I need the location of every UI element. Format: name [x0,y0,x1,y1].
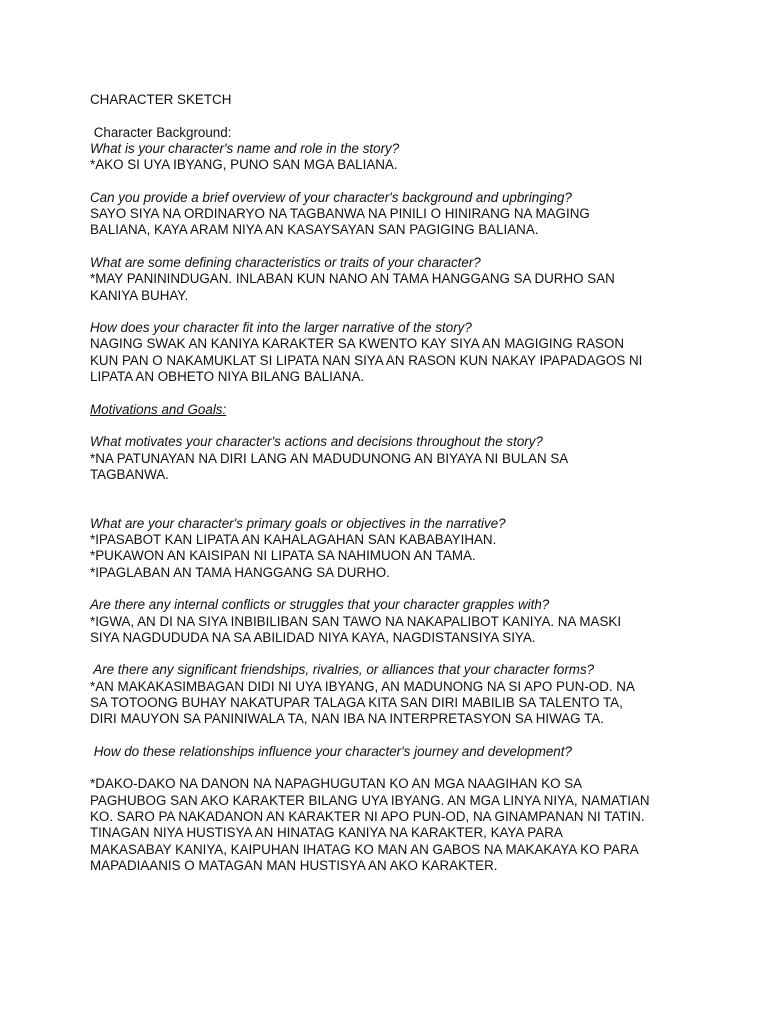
question-narrative-fit: How does your character fit into the larger narrative of the story? [90,320,472,336]
answer-line: *DAKO-DAKO NA DANON NA NAPAGHUGUTAN KO AN MGA NAAGIHAN KO SA [90,776,583,792]
answer-line: KANIYA BUHAY. [90,287,189,303]
section-heading-motivations: Motivations and Goals: [90,401,227,417]
answer-line: NAGING SWAK AN KANIYA KARAKTER SA KWENTO KAY SIYA AN MAGIGING RASON [90,336,625,352]
spacer [90,418,730,434]
question-traits: What are some defining characteristics or traits of your character? [90,254,481,270]
answer-line: KO. SARO PA NAKADANON AN KARAKTER NI APO PUN-OD, NA GINAMPANAN NI TATIN. [90,809,645,825]
answer-line: *IPAGLABAN AN TAMA HANGGANG SA DURHO. [90,564,390,580]
spacer [90,483,730,499]
spacer [90,385,730,401]
answer-line: SIYA NAGDUDUDA NA SA ABILIDAD NIYA KAYA, NAGDISTANSIYA SIYA. [90,629,536,645]
spacer [90,108,730,124]
spacer [90,499,730,515]
answer-line: *IGWA, AN DI NA SIYA INBIBILIBAN SAN TAWO NA NAKAPALIBOT KANIYA. NA MASKI [90,613,622,629]
answer-line: *IPASABOT KAN LIPATA AN KAHALAGAHAN SAN KABABAYIHAN. [90,532,497,548]
spacer [90,728,730,744]
question-motivations: What motivates your character's actions and decisions throughout the story? [90,434,543,450]
question-relationship-influence: How do these relationships influence your character's journey and development? [90,743,572,759]
question-name-role: What is your character's name and role in the story? [90,140,400,156]
answer-line: SA TOTOONG BUHAY NAKATUPAR TALAGA KITA SAN DIRI MABILIB SA TALENTO TA, [90,694,623,710]
spacer [90,304,730,320]
question-goals: What are your character's primary goals or objectives in the narrative? [90,515,506,531]
answer-line: *AN MAKAKASIMBAGAN DIDI NI UYA IBYANG, AN MADUNONG NA SI APO PUN-OD. NA [90,678,635,694]
answer-line: *NA PATUNAYAN NA DIRI LANG AN MADUDUNONG AN BIYAYA NI BULAN SA [90,450,569,466]
question-relationships: Are there any significant friendships, rivalries, or alliances that your character forms? [90,662,595,678]
spacer [90,581,730,597]
section-heading-background: Character Background: [90,124,232,140]
spacer [90,239,730,255]
spacer [90,760,730,776]
answer-line: LIPATA AN OBHETO NIYA BILANG BALIANA. [90,369,365,385]
answer-line: BALIANA, KAYA ARAM NIYA AN KASAYSAYAN SAN PAGIGING BALIANA. [90,222,539,238]
answer-line: *AKO SI UYA IBYANG, PUNO SAN MGA BALIANA. [90,157,398,173]
answer-line: TAGBANWA. [90,466,169,482]
answer-line: SAYO SIYA NA ORDINARYO NA TAGBANWA NA PINILI O HINIRANG NA MAGING [90,206,590,222]
answer-line: PAGHUBOG SAN AKO KARAKTER BILANG UYA IBYANG. AN MGA LINYA NIYA, NAMATIAN [90,792,650,808]
spacer [90,173,730,189]
question-internal-conflicts: Are there any internal conflicts or struggles that your character grapples with? [90,597,550,613]
answer-line: MAPADIAANIS O MATAGAN MAN HUSTISYA AN AKO KARAKTER. [90,857,498,873]
spacer [90,646,730,662]
answer-line: MAKASABAY KANIYA, KAIPUHAN IHATAG KO MAN AN GABOS NA MAKAKAYA KO PARA [90,841,639,857]
answer-line: DIRI MAUYON SA PANINIWALA TA, NAN IBA NA INTERPRETASYON SA HIWAG TA. [90,711,604,727]
answer-line: TINAGAN NIYA HUSTISYA AN HINATAG KANIYA NA KARAKTER, KAYA PARA [90,825,563,841]
answer-line: *PUKAWON AN KAISIPAN NI LIPATA SA NAHIMUON AN TAMA. [90,548,476,564]
question-background-overview: Can you provide a brief overview of your character's background and upbringing? [90,189,572,205]
document-title: CHARACTER SKETCH [90,92,232,107]
document-page [90,92,730,874]
answer-line: *MAY PANININDUGAN. INLABAN KUN NANO AN TAMA HANGGANG SA DURHO SAN [90,271,615,287]
answer-line: KUN PAN O NAKAMUKLAT SI LIPATA NAN SIYA AN RASON KUN NAKAY IPAPADAGOS NI [90,352,643,368]
